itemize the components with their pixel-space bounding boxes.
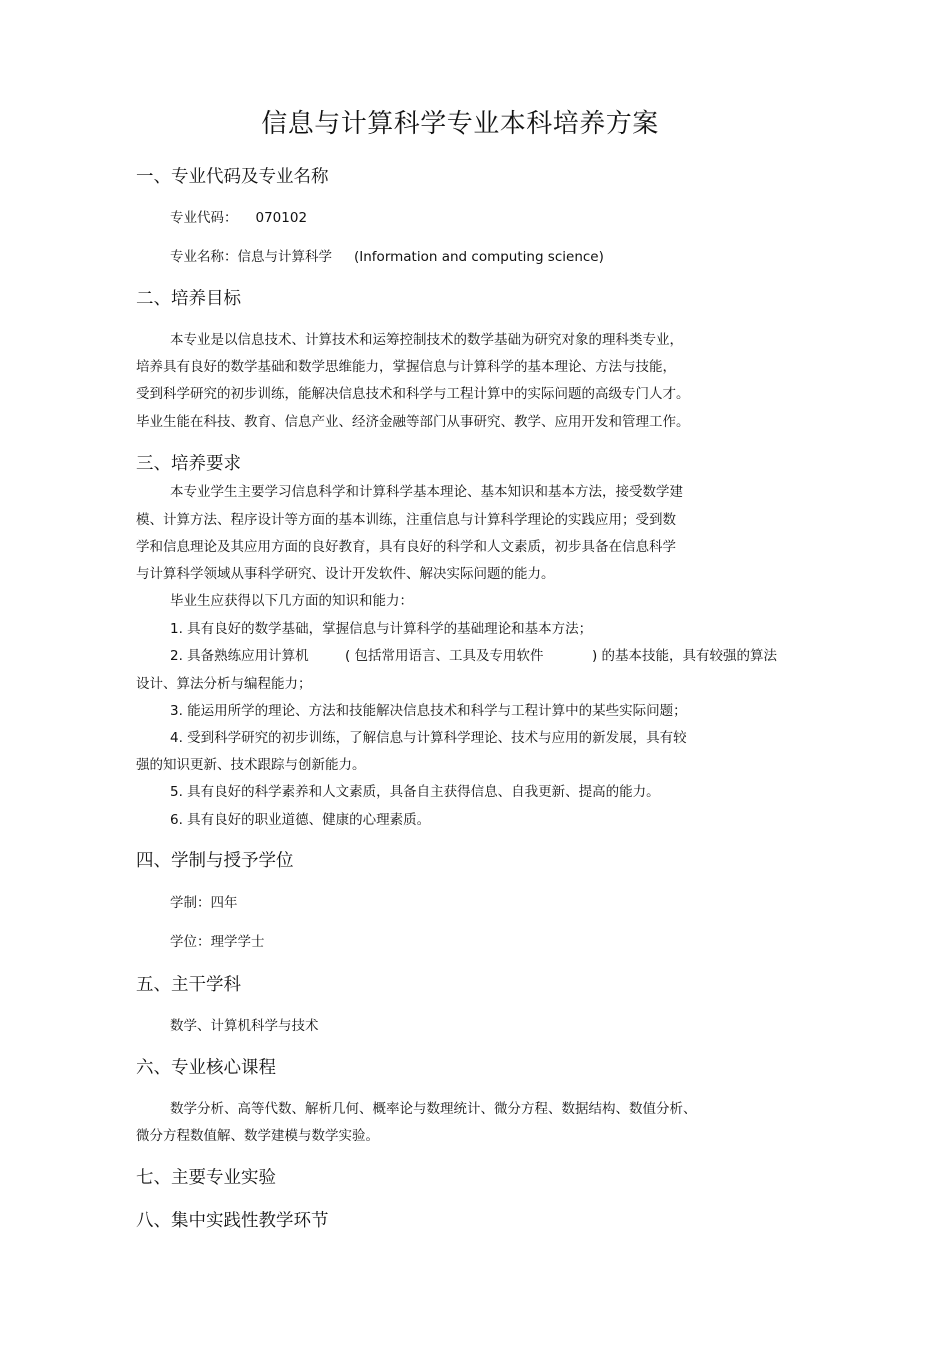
objective-line: 受到科学研究的初步训练，能解决信息技术和科学与工程计算中的实际问题的高级专门人才。 (136, 386, 690, 402)
major-code-value: 070102 (255, 210, 308, 226)
major-name-english: (Information and computing science) (354, 249, 604, 265)
main-disciplines: 数学、计算机科学与技术 (170, 1018, 319, 1034)
document-title: 信息与计算科学专业本科培养方案 (261, 109, 659, 139)
objective-line: 本专业是以信息技术、计算技术和运筹控制技术的数学基础为研究对象的理科类专业， (170, 332, 683, 348)
objective-line: 培养具有良好的数学基础和数学思维能力，掌握信息与计算科学的基本理论、方法与技能， (136, 359, 676, 375)
ability-item-2-part-c: ) 的基本技能，具有较强的算法 (592, 648, 778, 664)
degree-awarded: 学位：理学学士 (170, 934, 265, 950)
ability-item-4-continuation: 强的知识更新、技术跟踪与创新能力。 (136, 757, 366, 773)
abilities-intro: 毕业生应获得以下几方面的知识和能力： (170, 593, 413, 609)
major-name-line (170, 247, 604, 267)
section-3-heading: 三、培养要求 (136, 454, 241, 474)
section-8-heading: 八、集中实践性教学环节 (136, 1211, 329, 1231)
section-7-heading: 七、主要专业实验 (136, 1168, 276, 1188)
ability-item-6: 6. 具有良好的职业道德、健康的心理素质。 (170, 812, 431, 828)
major-name-label: 专业名称：信息与计算科学 (170, 249, 332, 265)
section-6-heading: 六、专业核心课程 (136, 1058, 276, 1078)
requirement-line: 本专业学生主要学习信息科学和计算科学基本理论、基本知识和基本方法，接受数学建 (170, 484, 683, 500)
ability-item-4: 4. 受到科学研究的初步训练，了解信息与计算科学理论、技术与应用的新发展，具有较 (170, 730, 687, 746)
objective-line: 毕业生能在科技、教育、信息产业、经济金融等部门从事研究、教学、应用开发和管理工作。 (136, 414, 690, 430)
section-1-heading: 一、专业代码及专业名称 (136, 167, 329, 187)
section-2-heading: 二、培养目标 (136, 289, 241, 309)
core-courses-line: 微分方程数值解、数学建模与数学实验。 (136, 1128, 379, 1144)
study-duration: 学制：四年 (170, 895, 238, 911)
major-code-label: 专业代码： (170, 210, 238, 226)
core-courses-line: 数学分析、高等代数、解析几何、概率论与数理统计、微分方程、数据结构、数值分析、 (170, 1101, 697, 1117)
requirement-line: 模、计算方法、程序设计等方面的基本训练，注重信息与计算科学理论的实践应用；受到数 (136, 512, 676, 528)
requirement-line: 学和信息理论及其应用方面的良好教育，具有良好的科学和人文素质，初步具备在信息科学 (136, 539, 676, 555)
ability-item-2-continuation: 设计、算法分析与编程能力； (136, 676, 312, 692)
ability-item-3: 3. 能运用所学的理论、方法和技能解决信息技术和科学与工程计算中的某些实际问题； (170, 703, 687, 719)
requirement-line: 与计算科学领域从事科学研究、设计开发软件、解决实际问题的能力。 (136, 566, 555, 582)
ability-item-5: 5. 具有良好的科学素养和人文素质，具备自主获得信息、自我更新、提高的能力。 (170, 784, 660, 800)
section-4-heading: 四、学制与授予学位 (136, 851, 294, 871)
section-5-heading: 五、主干学科 (136, 975, 241, 995)
major-code-line (170, 208, 307, 228)
ability-item-1: 1. 具有良好的数学基础，掌握信息与计算科学的基础理论和基本方法； (170, 621, 593, 637)
ability-item-2-part-a: 2. 具备熟练应用计算机 (170, 648, 309, 664)
ability-item-2-part-b: ( 包括常用语言、工具及专用软件 (345, 648, 544, 664)
